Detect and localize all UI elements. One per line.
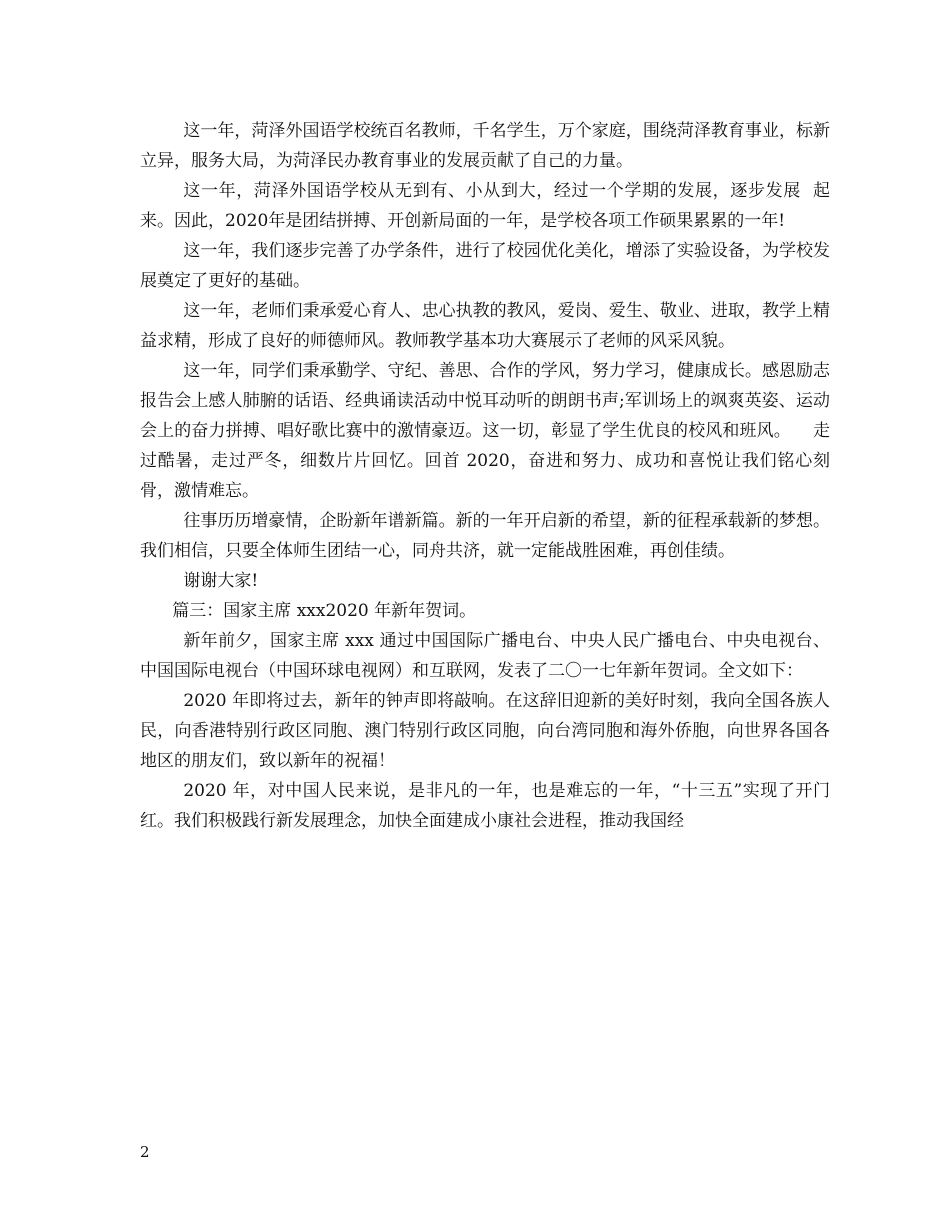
paragraph-4: 这一年，老师们秉承爱心育人、忠心执教的教风，爱岗、爱生、敬业、进取，教学上精益求精，形成了良好的师德师风。教师教学基本功大赛展示了老师的风采风貌。: [140, 301, 830, 351]
paragraph-1: 这一年，菏泽外国语学校统百名教师，千名学生，万个家庭，围绕菏泽教育事业，标新立异，服务大局，为菏泽民办教育事业的发展贡献了自己的力量。: [140, 121, 830, 171]
paragraph-6: 往事历历增豪情，企盼新年谱新篇。新的一年开启新的希望，新的征程承载新的梦想。我们相信，只要全体师生团结一心，同舟共济，就一定能战胜困难，再创佳绩。: [140, 511, 830, 561]
paragraph-2: 这一年，菏泽外国语学校从无到有、小从到大，经过一个学期的发展，逐步发展 起来。因此，2020年是团结拼搏、开创新局面的一年，是学校各项工作硕果累累的一年!: [140, 181, 830, 231]
paragraph-11: 2020 年，对中国人民来说，是非凡的一年，也是难忘的一年，“十三五”实现了开门红。我们积极践行新发展理念，加快全面建成小康社会进程，推动我国经: [140, 781, 830, 831]
paragraph-7: 谢谢大家!: [183, 571, 259, 591]
page-number: 2: [140, 1143, 150, 1161]
section-heading: 篇三：国家主席 xxx2020 年新年贺词。: [172, 601, 477, 621]
paragraph-10: 2020 年即将过去，新年的钟声即将敲响。在这辞旧迎新的美好时刻，我向全国各族人民，向香港特别行政区同胞、澳门特别行政区同胞，向台湾同胞和海外侨胞，向世界各国各地区的朋友们，致以新年的祝福！: [140, 691, 830, 771]
paragraph-5: 这一年，同学们秉承勤学、守纪、善思、合作的学风，努力学习，健康成长。感恩励志报告会上感人肺腑的话语、经典诵读活动中悦耳动听的朗朗书声;军训场上的飒爽英姿、运动会上的奋力拼搏、唱好歌比赛中的激情豪迈。这一切，彰显了学生优良的校风和班风。 走过酷暑，走过严冬，细数片片回忆。回首 2020，奋进和努力、成功和喜悦让我们铭心刻骨，激情难忘。: [140, 361, 830, 501]
paragraph-9: 新年前夕，国家主席 xxx 通过中国国际广播电台、中央人民广播电台、中央电视台、中国国际电视台（中国环球电视网）和互联网，发表了二〇一七年新年贺词。全文如下：: [140, 631, 830, 681]
document-body: [140, 116, 830, 836]
paragraph-3: 这一年，我们逐步完善了办学条件，进行了校园优化美化，增添了实验设备，为学校发展奠定了更好的基础。: [140, 241, 830, 291]
